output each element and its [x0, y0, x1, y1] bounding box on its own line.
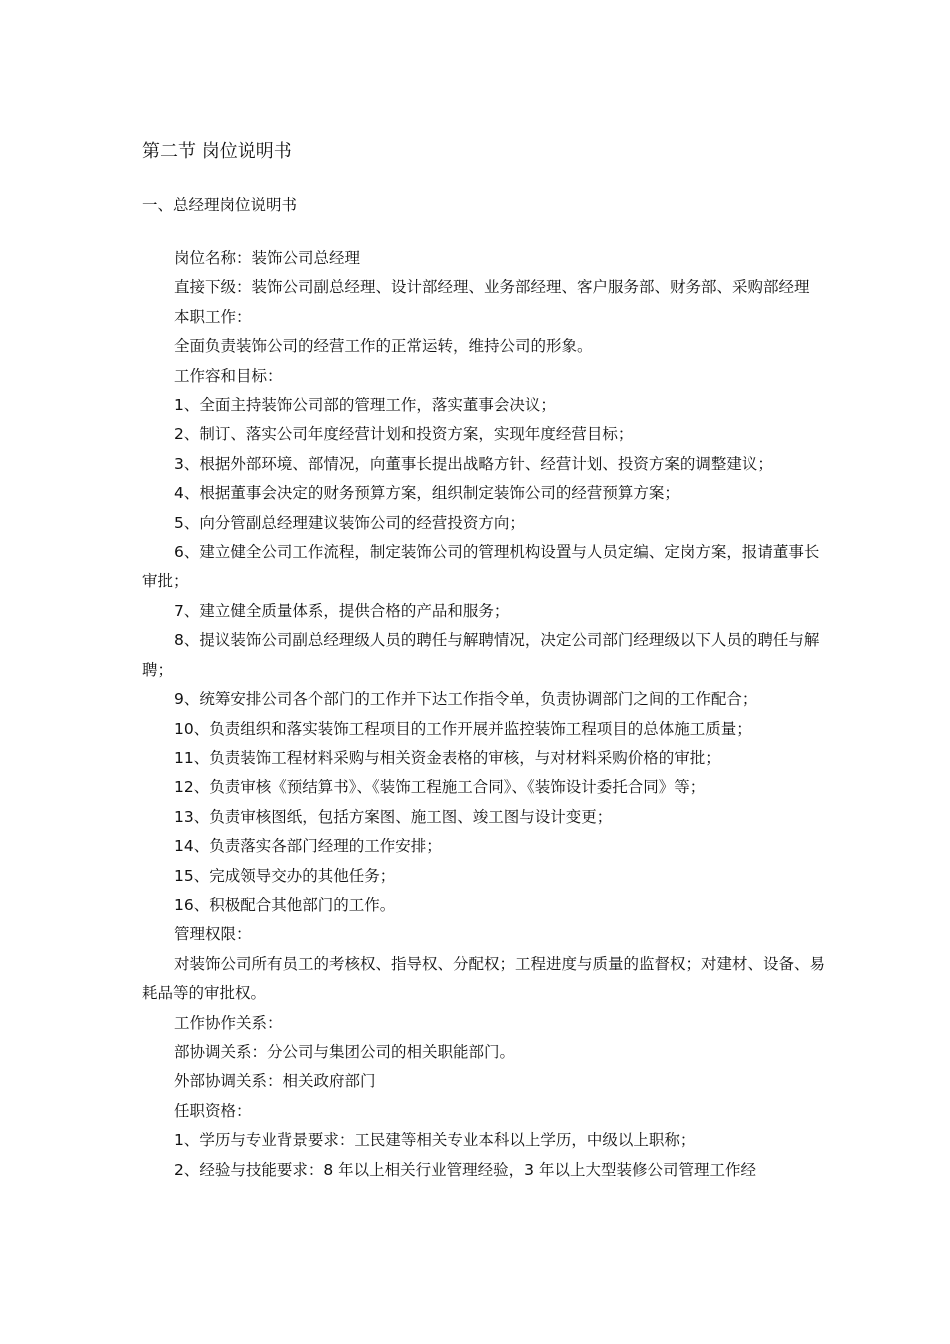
direct-subordinates: 直接下级：装饰公司副总经理、设计部经理、业务部经理、客户服务部、财务部、采购部经理 — [174, 278, 810, 297]
goal-item: 13、负责审核图纸，包括方案图、施工图、竣工图与设计变更； — [174, 807, 613, 826]
qualification-item: 2、经验与技能要求：8 年以上相关行业管理经验，3 年以上大型装修公司管理工作经 — [174, 1160, 756, 1179]
goal-item: 12、负责审核《预结算书》、《装饰工程施工合同》、《装饰设计委托合同》等； — [174, 778, 706, 797]
goal-item: 16、积极配合其他部门的工作。 — [174, 895, 396, 914]
goals-heading: 工作容和目标： — [174, 366, 283, 385]
external-coordination: 外部协调关系：相关政府部门 — [174, 1072, 376, 1091]
goal-item: 7、建立健全质量体系，提供合格的产品和服务； — [174, 601, 510, 620]
goal-item: 8、提议装饰公司副总经理级人员的聘任与解聘情况，决定公司部门经理级以下人员的聘任与解聘； — [142, 631, 820, 679]
goal-item: 5、向分管副总经理建议装饰公司的经营投资方向； — [174, 513, 525, 532]
duties-heading: 本职工作： — [174, 307, 252, 326]
job-description-body — [142, 244, 832, 1185]
goal-item: 3、根据外部环境、部情况，向董事长提出战略方针、经营计划、投资方案的调整建议； — [174, 454, 773, 473]
internal-coordination: 部协调关系：分公司与集团公司的相关职能部门。 — [174, 1042, 516, 1061]
duties-summary: 全面负责装饰公司的经营工作的正常运转，维持公司的形象。 — [174, 337, 593, 356]
goal-item: 4、根据董事会决定的财务预算方案，组织制定装饰公司的经营预算方案； — [174, 484, 680, 503]
goal-item: 2、制订、落实公司年度经营计划和投资方案，实现年度经营目标； — [174, 425, 634, 444]
goal-item: 9、统筹安排公司各个部门的工作并下达工作指令单，负责协调部门之间的工作配合； — [174, 690, 758, 709]
subsection-title: 一、总经理岗位说明书 — [142, 196, 298, 214]
authority-heading: 管理权限： — [174, 925, 252, 944]
section-title: 第二节 岗位说明书 — [142, 141, 292, 162]
qualifications-heading: 任职资格： — [174, 1101, 252, 1120]
goal-item: 15、完成领导交办的其他任务； — [174, 866, 396, 885]
qualification-item: 1、学历与专业背景要求：工民建等相关专业本科以上学历，中级以上职称； — [174, 1131, 696, 1150]
goal-item: 1、全面主持装饰公司部的管理工作，落实董事会决议； — [174, 396, 556, 415]
goal-item: 14、负责落实各部门经理的工作安排； — [174, 837, 442, 856]
position-name: 岗位名称：装饰公司总经理 — [174, 249, 361, 267]
goal-item: 6、建立健全公司工作流程，制定装饰公司的管理机构设置与人员定编、定岗方案，报请董事长审批； — [142, 543, 820, 591]
authority-text: 对装饰公司所有员工的考核权、指导权、分配权；工程进度与质量的监督权；对建材、设备、易耗品等的审批权。 — [142, 954, 826, 1003]
goal-item: 10、负责组织和落实装饰工程项目的工作开展并监控装饰工程项目的总体施工质量； — [174, 719, 752, 738]
goal-item: 11、负责装饰工程材料采购与相关资金表格的审核，与对材料采购价格的审批； — [174, 748, 721, 767]
collaboration-heading: 工作协作关系： — [174, 1013, 283, 1032]
